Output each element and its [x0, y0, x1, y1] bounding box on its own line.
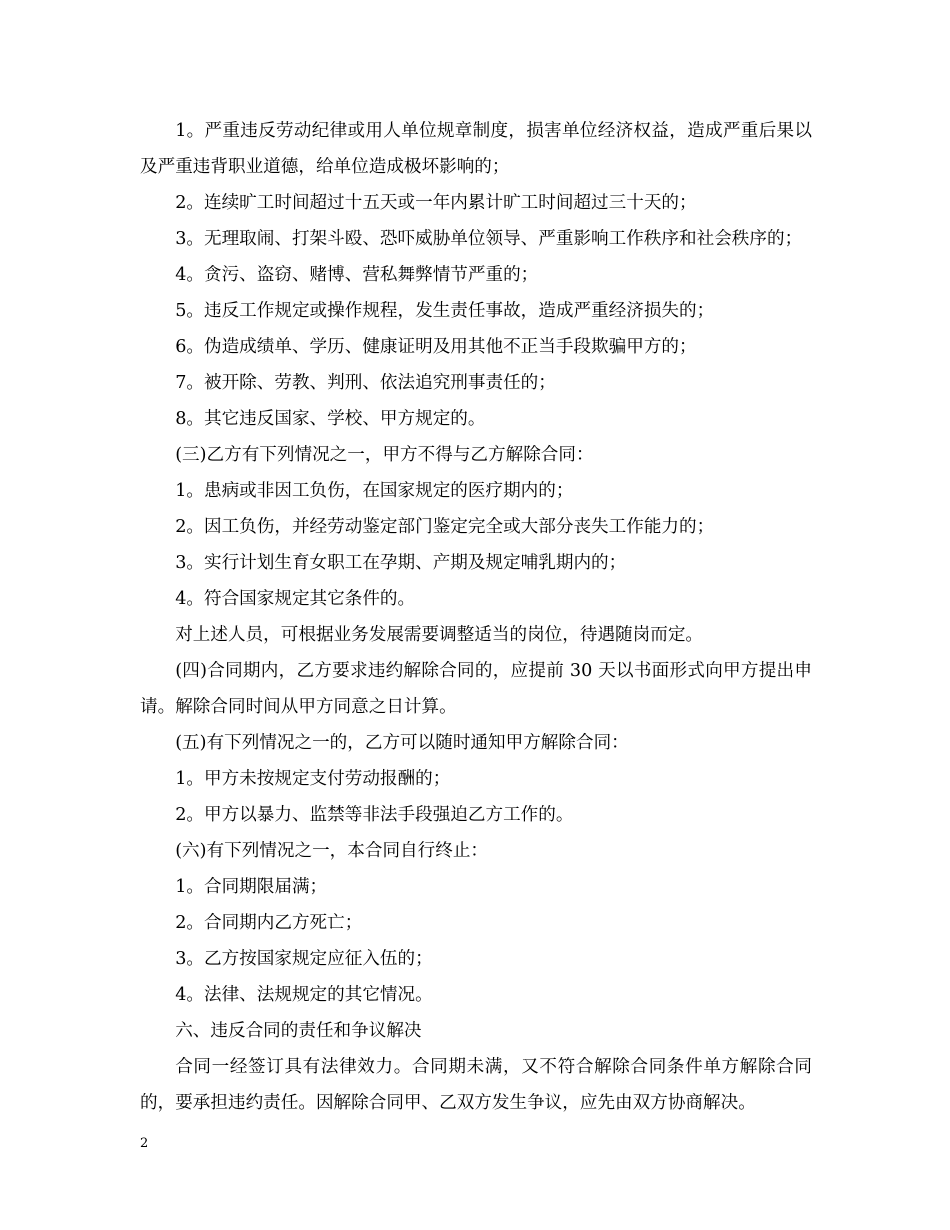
paragraph-18: 2。甲方以暴力、监禁等非法手段强迫乙方工作的。	[175, 805, 574, 825]
paragraph-1: 1。严重违反劳动纪律或用人单位规章制度，损害单位经济权益，造成严重后果以及严重违背职业道德，给单位造成极坏影响的；	[140, 121, 812, 177]
paragraph-17: 1。甲方未按规定支付劳动报酬的；	[175, 769, 451, 789]
paragraph-8: 8。其它违反国家、学校、甲方规定的。	[175, 409, 486, 429]
paragraph-23: 4。法律、法规规定的其它情况。	[175, 985, 433, 1005]
paragraph-3: 3。无理取闹、打架斗殴、恐吓威胁单位领导、严重影响工作秩序和社会秩序的；	[175, 229, 803, 249]
paragraph-10: 1。患病或非因工负伤，在国家规定的医疗期内的；	[175, 481, 574, 501]
chapter-heading-6: 六、违反合同的责任和争议解决	[175, 1021, 422, 1041]
paragraph-2: 2。连续旷工时间超过十五天或一年内累计旷工时间超过三十天的；	[175, 193, 697, 213]
paragraph-25: 合同一经签订具有法律效力。合同期未满，又不符合解除合同条件单方解除合同的，要承担违约责任。因解除合同甲、乙双方发生争议，应先由双方协商解决。	[140, 1057, 812, 1113]
section-heading-5: (五)有下列情况之一的，乙方可以随时通知甲方解除合同：	[175, 733, 629, 753]
page-number: 2	[140, 1136, 149, 1151]
paragraph-7: 7。被开除、劳教、判刑、依法追究刑事责任的；	[175, 373, 556, 393]
section-heading-4: (四)合同期内，乙方要求违约解除合同的，应提前 30 天以书面形式向甲方提出申请。解除合同时间从甲方同意之日计算。	[140, 661, 812, 717]
paragraph-6: 6。伪造成绩单、学历、健康证明及用其他不正当手段欺骗甲方的；	[175, 337, 697, 357]
paragraph-12: 3。实行计划生育女职工在孕期、产期及规定哺乳期内的；	[175, 553, 627, 573]
paragraph-20: 1。合同期限届满；	[175, 877, 328, 897]
paragraph-11: 2。因工负伤，并经劳动鉴定部门鉴定完全或大部分丧失工作能力的；	[175, 517, 715, 537]
paragraph-13: 4。符合国家规定其它条件的。	[175, 589, 416, 609]
paragraph-4: 4。贪污、盗窃、赌博、营私舞弊情节严重的；	[175, 265, 539, 285]
paragraph-21: 2。合同期内乙方死亡；	[175, 913, 363, 933]
document-body	[140, 113, 812, 1121]
paragraph-5: 5。违反工作规定或操作规程，发生责任事故，造成严重经济损失的；	[175, 301, 715, 321]
paragraph-22: 3。乙方按国家规定应征入伍的；	[175, 949, 433, 969]
section-heading-3: (三)乙方有下列情况之一，甲方不得与乙方解除合同：	[175, 445, 594, 465]
section-heading-6: (六)有下列情况之一，本合同自行终止：	[175, 841, 489, 861]
paragraph-14: 对上述人员，可根据业务发展需要调整适当的岗位，待遇随岗而定。	[175, 625, 704, 645]
